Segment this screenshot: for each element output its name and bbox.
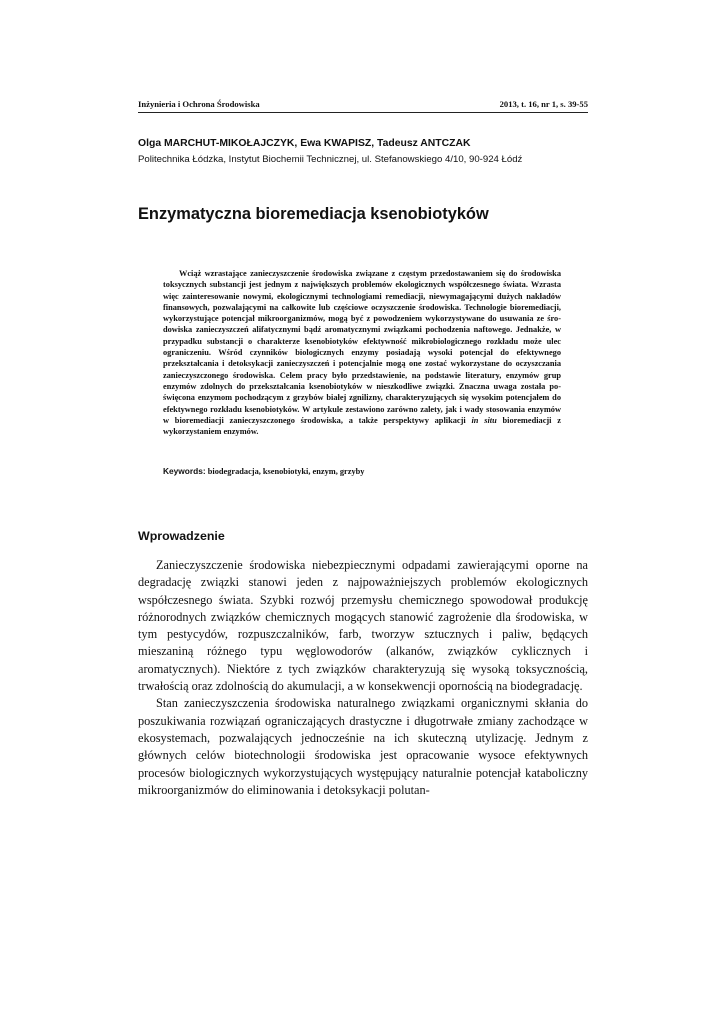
affiliation: Politechnika Łódzka, Instytut Biochemii Technicznej, ul. Stefanowskiego 4/10, 90-924 Łódź (138, 154, 523, 165)
abstract (163, 268, 561, 437)
authors: Olga MARCHUT-MIKOŁAJCZYK, Ewa KWAPISZ, Tadeusz ANTCZAK (138, 138, 471, 149)
body-paragraph: Stan zanieczyszczenia środowiska naturalnego związkami organicznymi skłania do poszukiwania rozwiązań ograniczających drastyczne i długotrwałe zmiany zachodzące w ekosystemach, pozwalających jednocześnie na ich skuteczną utylizację. Jednym z głównych celów biotechnologii środowiska jest opracowanie wysoce efektywnych procesów biologicznych wykorzystujących występujący naturalnie potencjał kataboliczny mikroorganizmów do eliminowania i detoksykacji polutan- (138, 696, 588, 797)
abstract-emphasis: in situ (471, 415, 497, 425)
body-paragraph: Zanieczyszczenie środowiska niebezpiecznymi odpadami zawierającymi oporne na degradację związki stanowi jeden z najpoważniejszych problemów ekologicznych współczesnego świata. Szybki rozwój przemysłu chemicznego spowodował produkcję różnorodnych związków chemicznych mogących stanowić zagrożenie dla środowiska, w tym pestycydów, rozpuszczalników, farb, tworzyw sztucznych i paliw, będących mieszaniną różnego typu węglowodorów (alkanów, związków cyklicznych i aromatycznych). Niektóre z tych związków charakteryzują się wysoką toksycznością, trwałością oraz zdolnością do akumulacji, a w konsekwencji opornością na biodegradację. (138, 558, 588, 694)
keywords-label: Keywords: (163, 466, 206, 476)
section-body (138, 557, 588, 799)
journal-name: Inżynieria i Ochrona Środowiska (138, 99, 260, 109)
paper-title: Enzymatyczna bioremediacja ksenobiotyków (138, 205, 489, 223)
abstract-text-part1: Wciąż wzrastające zanieczyszczenie środowiska związane z częstym przedostawaniem się do środowiska toksycznych substancji jest jednym z największych problemów ekologicznych współczesnego świata. Wzrasta więc zainteresowanie nowymi, ekologicznymi technologiami remediacji, niewymagającymi dużych nakładów finansowych, pozwalającymi na całkowite lub częściowe oczyszczenie środowiska. Technologie bioremediacji, wykorzystujące potencjał mikroorganizmów, mogą być z powodzeniem wykorzystywane do usuwania ze środowiska zanieczyszczeń alifatycznymi bądź aromatycznymi związkami pochodzenia naftowego. Jednakże, w przypadku substancji o charakterze ksenobiotyków efektywność mikrobiologicznego rozkładu może ulec ograniczeniu. Wśród czynników biologicznych enzymy posiadają wysoki potencjał do efektywnego przekształcania i detoksykacji zanieczyszczeń i potencjalnie mogą one zostać wykorzystane do oczyszczania zanieczyszczonego środowiska. Celem pracy było przedstawienie, na podstawie literatury, enzymów grup enzymów zdolnych do przekształcania ksenobiotyków w nieszkodliwe związki. Znaczna uwaga została poświęcona enzymom pochodzącym z grzybów białej zgnilizny, charakteryzujących się wysokim potencjałem do efektywnego rozkładu ksenobiotyków. W artykule zestawiono zarówno zalety, jak i wady stosowania enzymów w bioremediacji zanieczyszczonego środowiska, a także perspektywy aplikacji (163, 269, 561, 425)
keywords-values: biodegradacja, ksenobiotyki, enzym, grzyby (207, 467, 365, 476)
header-divider (138, 112, 588, 113)
abstract-text-part2: bioremediacji z wykorzystaniem enzymów. (163, 415, 561, 437)
citation-info: 2013, t. 16, nr 1, s. 39-55 (499, 99, 588, 109)
keywords (163, 466, 563, 477)
section-heading: Wprowadzenie (138, 529, 225, 543)
